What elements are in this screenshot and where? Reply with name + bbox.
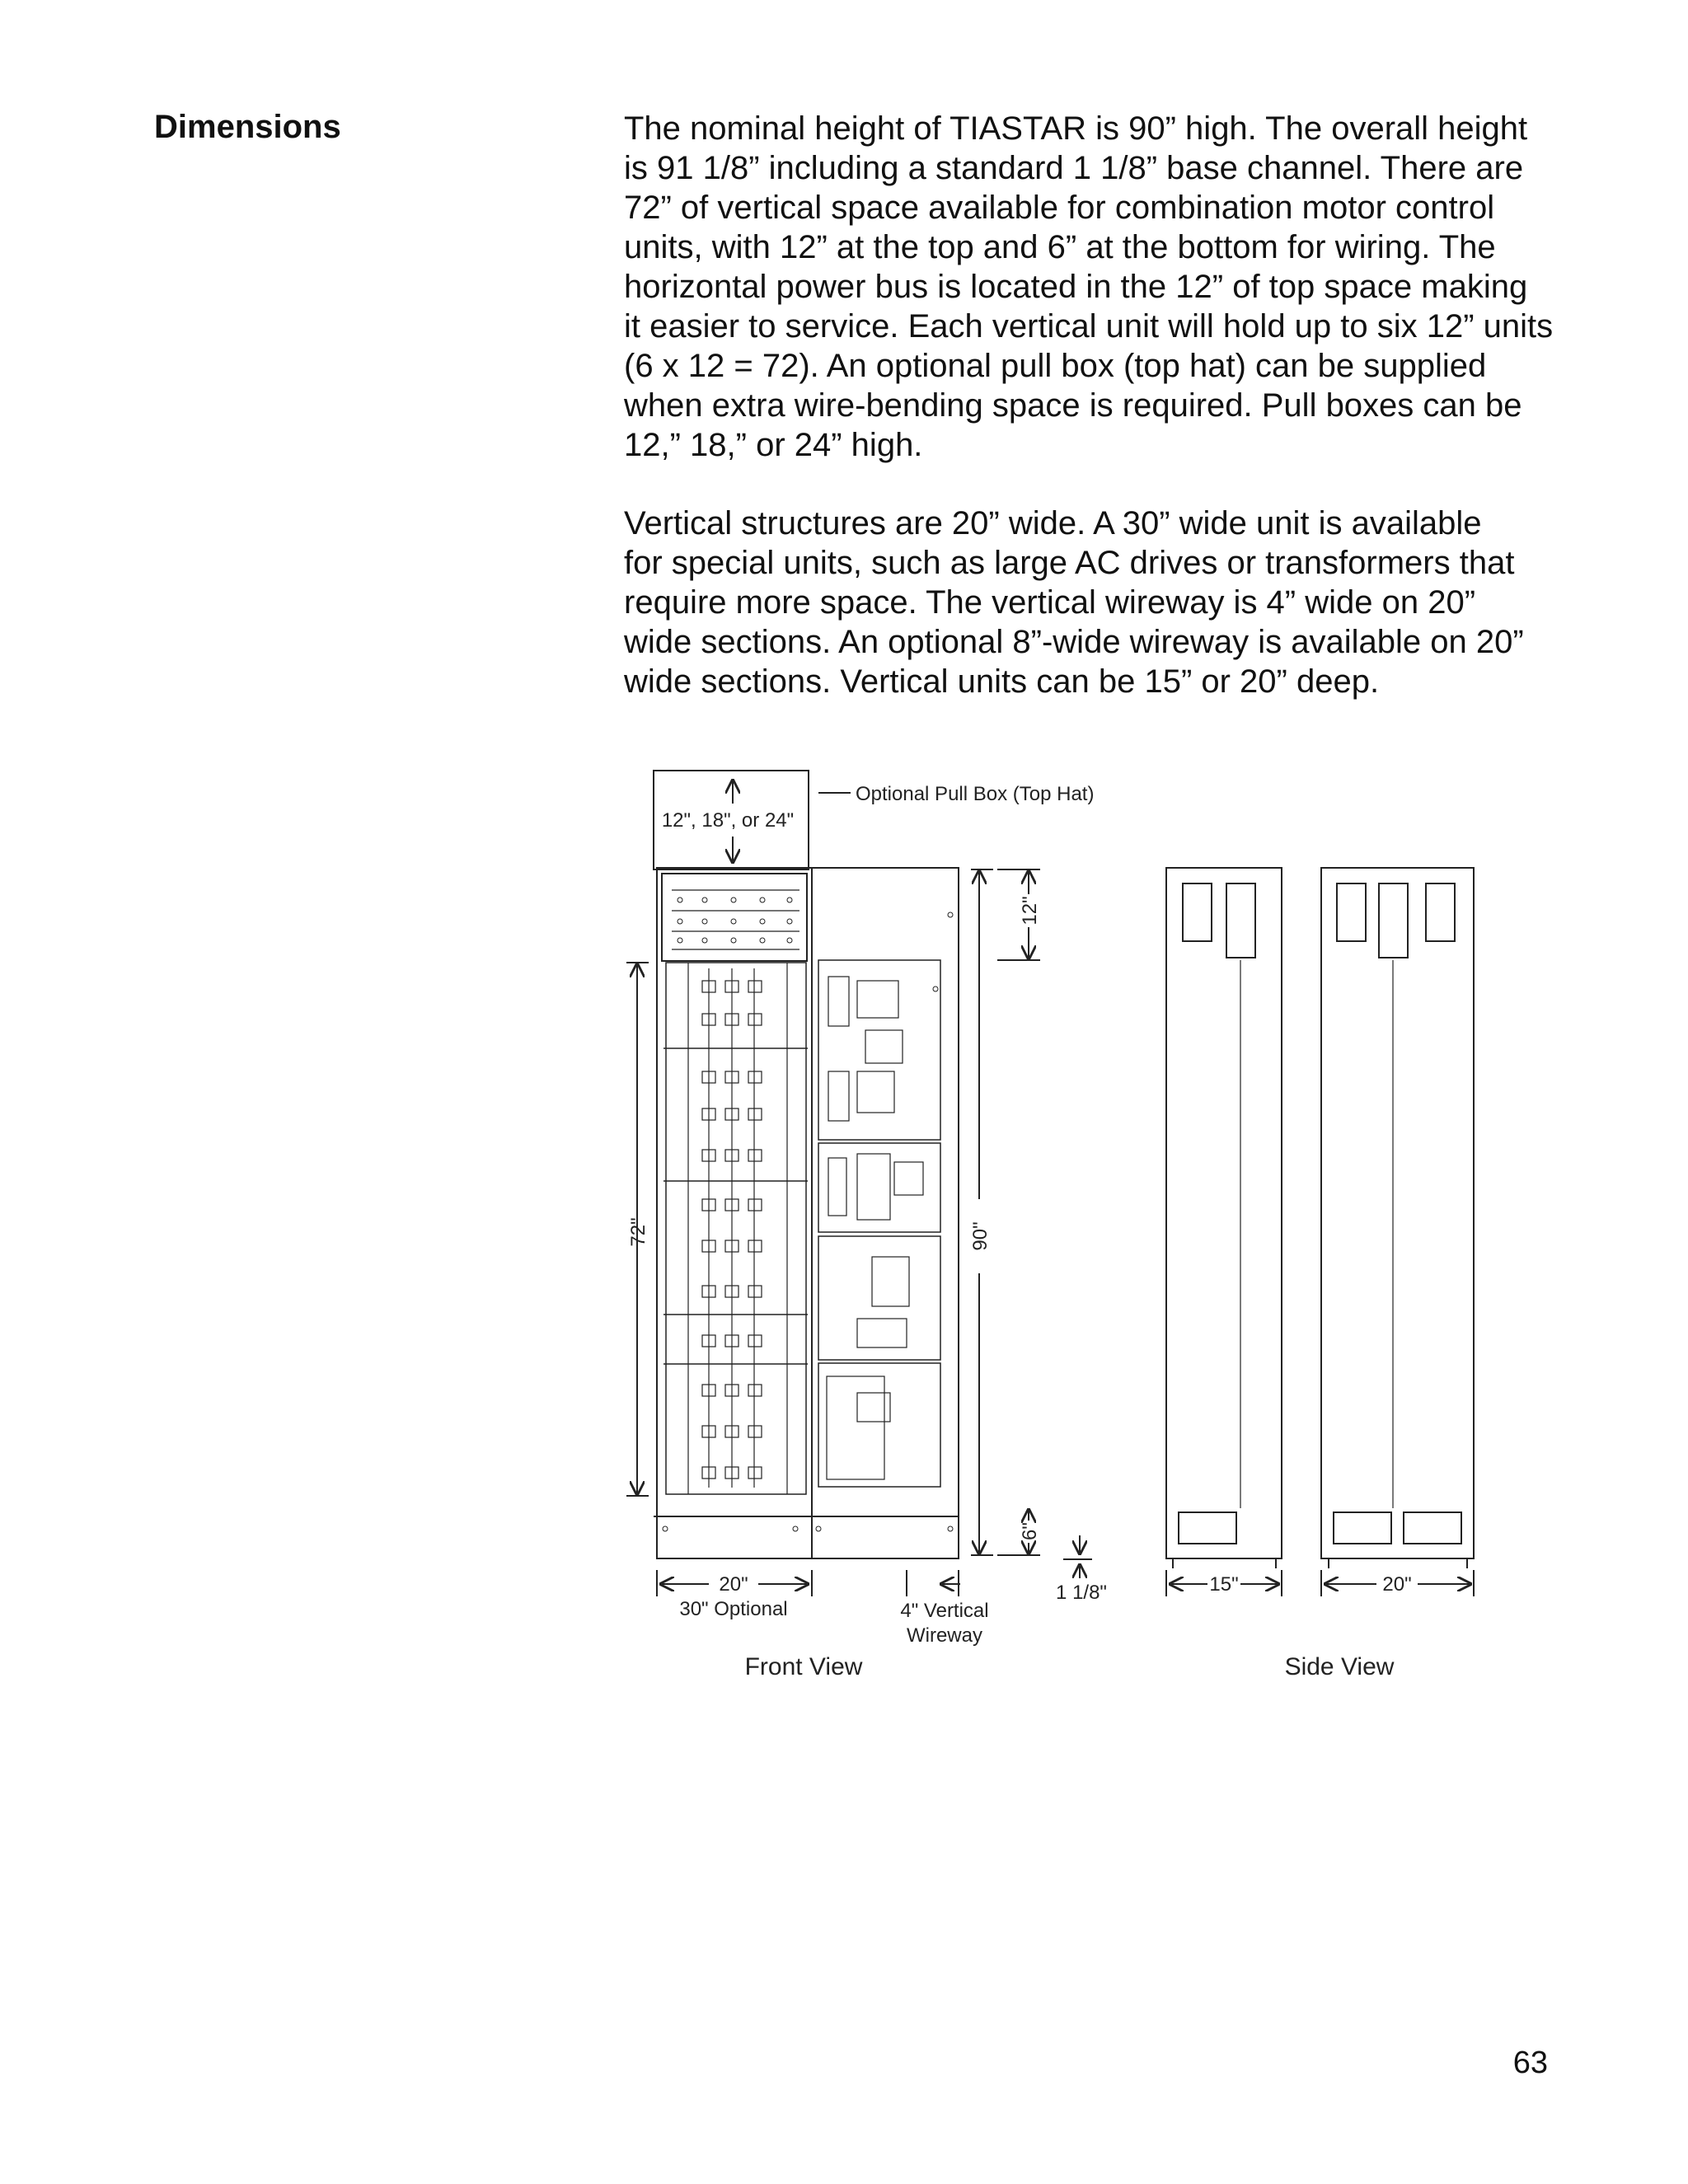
text-line: require more space. The vertical wireway is 4” wide on 20” <box>624 584 1476 621</box>
label-depth-20: 20" <box>1382 1573 1412 1596</box>
right-section-outline <box>812 868 959 1558</box>
label-width-30-optional: 30" Optional <box>679 1598 788 1620</box>
label-pull-box-name: Optional Pull Box (Top Hat) <box>856 783 1095 805</box>
motor-control-unit-4 <box>818 1363 940 1487</box>
label-pull-box-height: 12", 18", or 24" <box>661 809 795 832</box>
text-line: is 91 1/8” including a standard 1 1/8” base channel. There are <box>624 150 1524 186</box>
text-line: 12,” 18,” or 24” high. <box>624 427 923 463</box>
horizontal-bus <box>662 874 807 961</box>
label-bottom-6: 6" <box>1019 1522 1041 1540</box>
text-line: Vertical structures are 20” wide. A 30” wide unit is available <box>624 505 1482 541</box>
label-width-20: 20" <box>719 1573 748 1596</box>
vertical-bus-area <box>666 963 806 1494</box>
label-base-channel: 1 1/8" <box>1056 1582 1107 1604</box>
caption-front-view: Front View <box>744 1653 863 1680</box>
side-view-20-deep <box>1321 868 1474 1568</box>
front-view-cabinet <box>654 771 959 1558</box>
page-number: 63 <box>1512 2046 1548 2080</box>
text-line: horizontal power bus is located in the 12” of top space making <box>624 269 1528 305</box>
label-wireway-line1: 4" Vertical <box>900 1600 989 1622</box>
text-line: The nominal height of TIASTAR is 90” high. The overall height <box>624 110 1528 147</box>
label-top-12: 12" <box>1019 896 1041 926</box>
label-height-72: 72" <box>627 1217 649 1247</box>
motor-control-unit-2 <box>818 1143 940 1232</box>
text-line: 72” of vertical space available for combination motor control <box>624 190 1495 226</box>
text-line: wide sections. Vertical units can be 15” or 20” deep. <box>624 663 1380 700</box>
side-view-15-deep <box>1166 868 1282 1568</box>
section-heading: Dimensions <box>154 109 341 145</box>
text-line: (6 x 12 = 72). An optional pull box (top hat) can be supplied <box>624 348 1487 384</box>
label-height-90: 90" <box>969 1221 992 1251</box>
motor-control-unit-3 <box>818 1236 940 1360</box>
left-section-outline <box>657 868 812 1558</box>
label-depth-15: 15" <box>1209 1573 1239 1596</box>
text-line: when extra wire-bending space is required. Pull boxes can be <box>624 387 1522 424</box>
text-line: wide sections. An optional 8”-wide wireway is available on 20” <box>624 624 1524 660</box>
caption-side-view: Side View <box>1284 1653 1395 1680</box>
text-line: for special units, such as large AC drives or transformers that <box>624 545 1515 581</box>
text-line: it easier to service. Each vertical unit will hold up to six 12” units <box>624 308 1554 344</box>
text-line: units, with 12” at the top and 6” at the bottom for wiring. The <box>624 229 1496 265</box>
label-wireway-line2: Wireway <box>906 1624 983 1647</box>
